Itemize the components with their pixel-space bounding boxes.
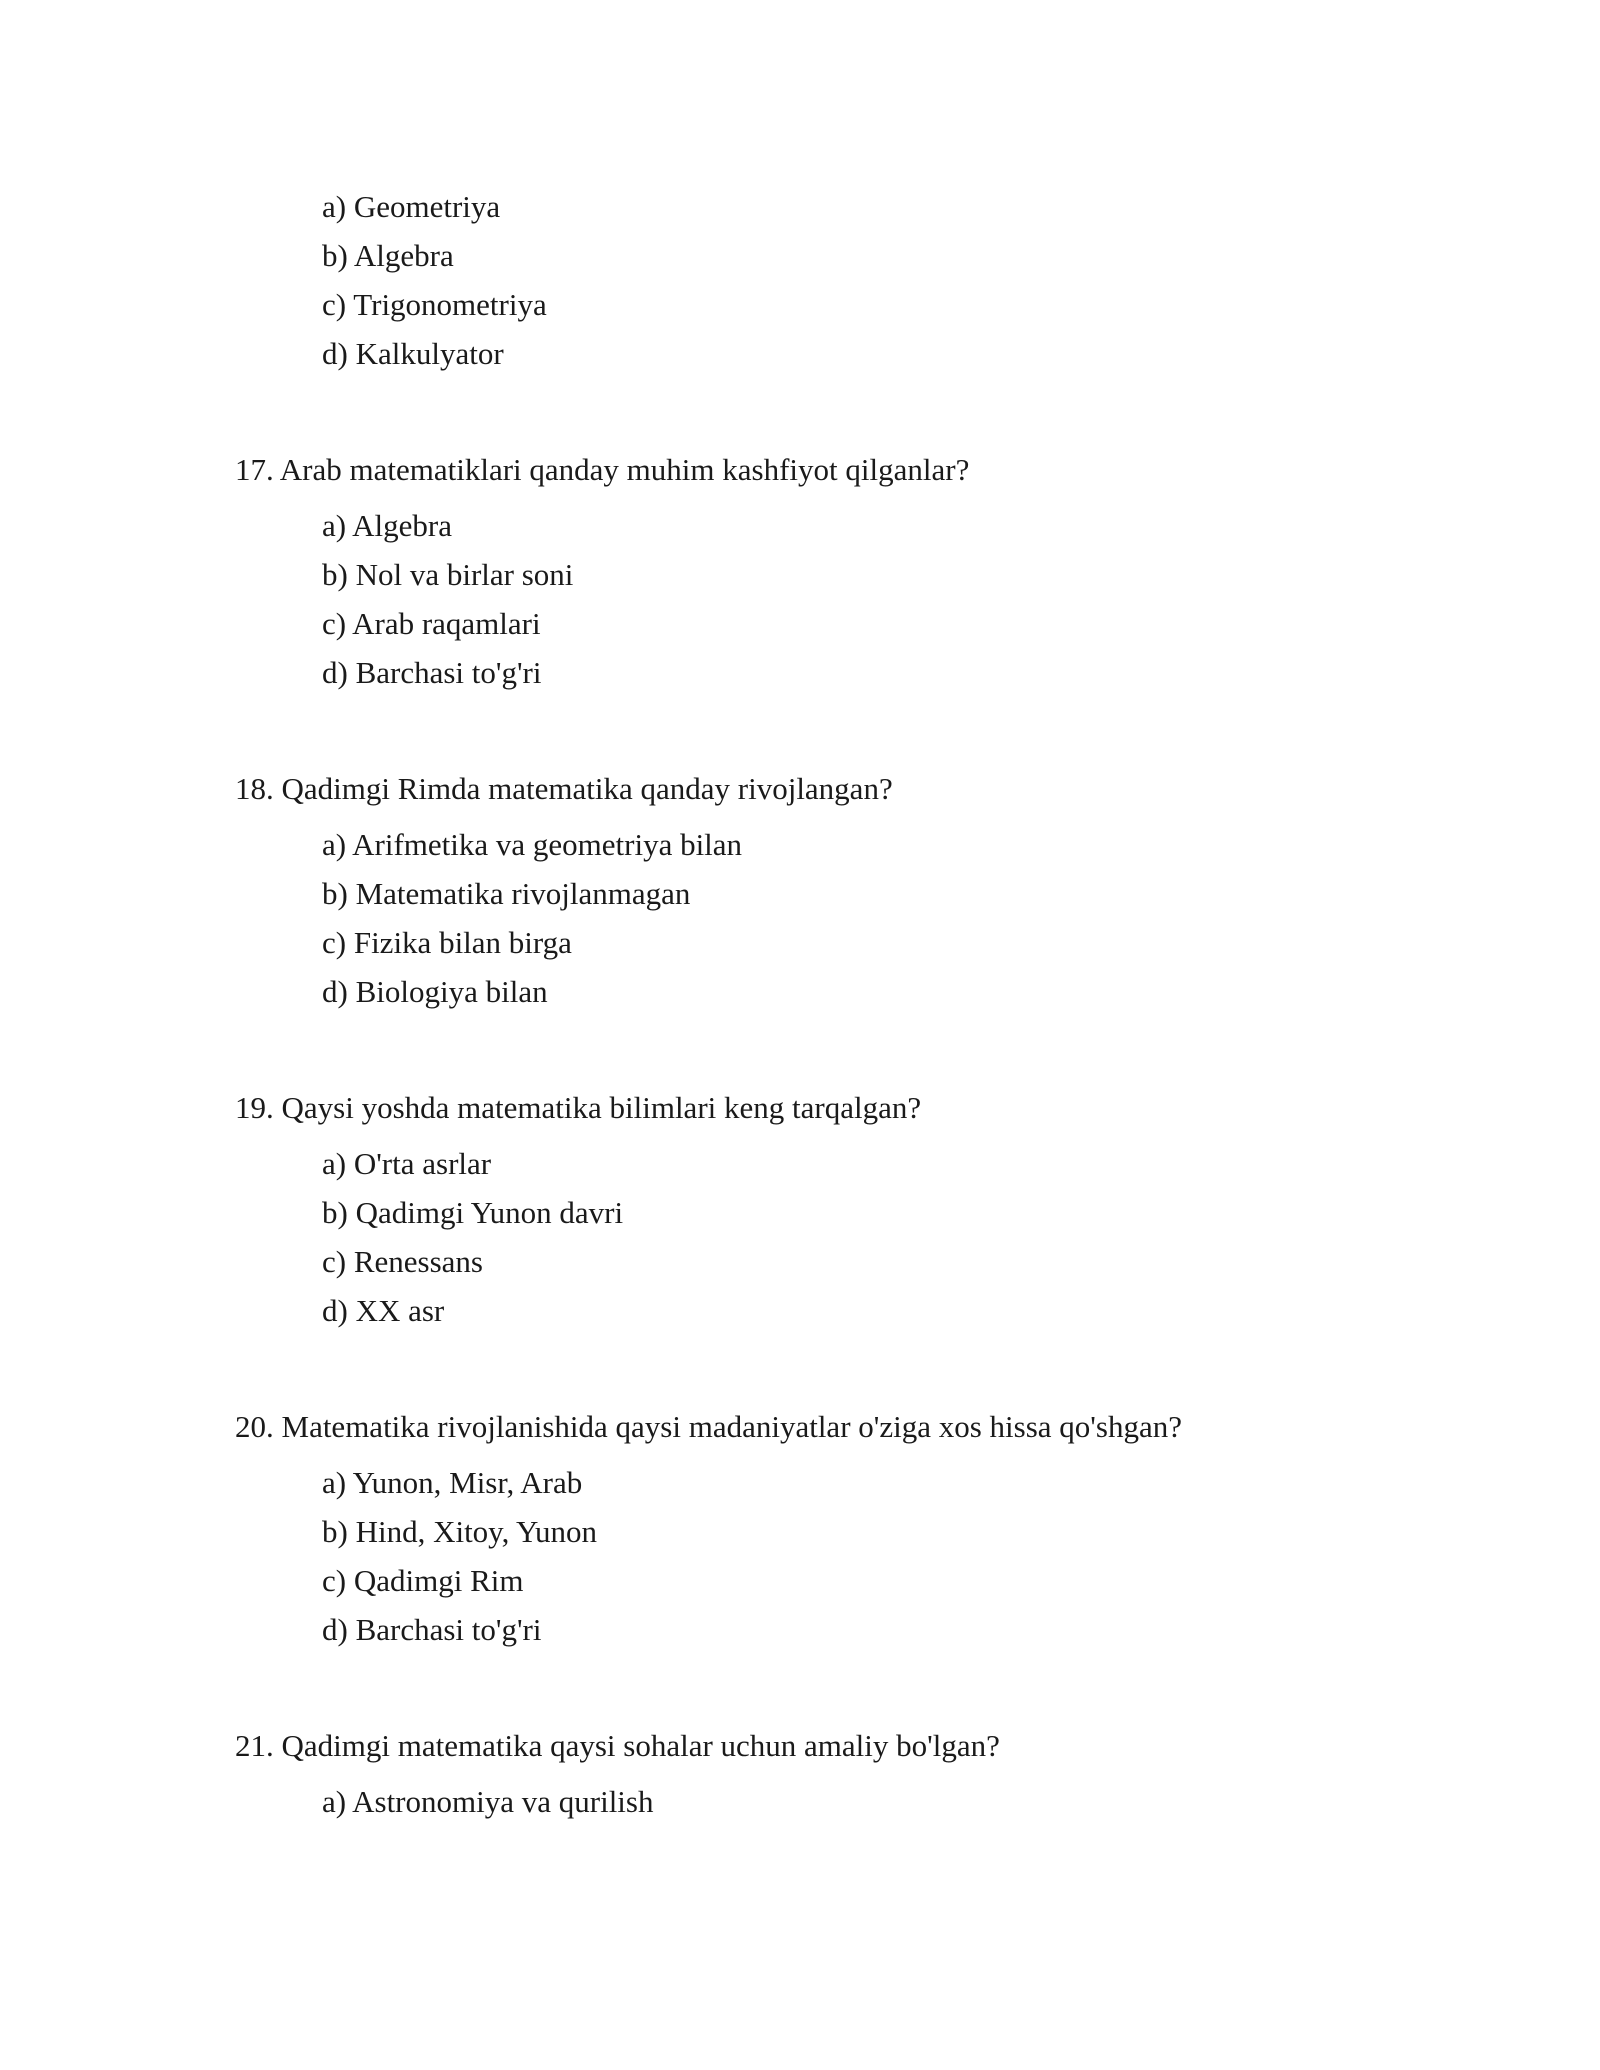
option-16c: c) Trigonometriya <box>322 287 547 322</box>
option-18b: b) Matematika rivojlanmagan <box>322 876 691 911</box>
question-21: 21. Qadimgi matematika qaysi sohalar uchun amaliy bo'lgan? <box>235 1728 1000 1763</box>
option-20d: d) Barchasi to'g'ri <box>322 1612 542 1647</box>
question-17: 17. Arab matematiklari qanday muhim kashfiyot qilganlar? <box>235 452 970 487</box>
option-18d: d) Biologiya bilan <box>322 974 548 1009</box>
option-16d: d) Kalkulyator <box>322 336 504 371</box>
option-16b: b) Algebra <box>322 238 454 273</box>
option-20a: a) Yunon, Misr, Arab <box>322 1465 583 1500</box>
option-18c: c) Fizika bilan birga <box>322 925 572 960</box>
option-19c: c) Renessans <box>322 1244 483 1279</box>
option-17c: c) Arab raqamlari <box>322 606 541 641</box>
option-17a: a) Algebra <box>322 508 452 543</box>
option-19d: d) XX asr <box>322 1293 445 1328</box>
option-16a: a) Geometriya <box>322 189 501 224</box>
question-19: 19. Qaysi yoshda matematika bilimlari keng tarqalgan? <box>235 1090 922 1125</box>
option-18a: a) Arifmetika va geometriya bilan <box>322 827 743 862</box>
question-20: 20. Matematika rivojlanishida qaysi madaniyatlar o'ziga xos hissa qo'shgan? <box>235 1409 1182 1444</box>
option-19b: b) Qadimgi Yunon davri <box>322 1195 624 1230</box>
question-18: 18. Qadimgi Rimda matematika qanday rivojlangan? <box>235 771 893 806</box>
option-20b: b) Hind, Xitoy, Yunon <box>322 1514 597 1549</box>
option-17d: d) Barchasi to'g'ri <box>322 655 542 690</box>
option-17b: b) Nol va birlar soni <box>322 557 574 592</box>
option-19a: a) O'rta asrlar <box>322 1146 492 1181</box>
option-20c: c) Qadimgi Rim <box>322 1563 524 1598</box>
option-21a: a) Astronomiya va qurilish <box>322 1784 654 1819</box>
